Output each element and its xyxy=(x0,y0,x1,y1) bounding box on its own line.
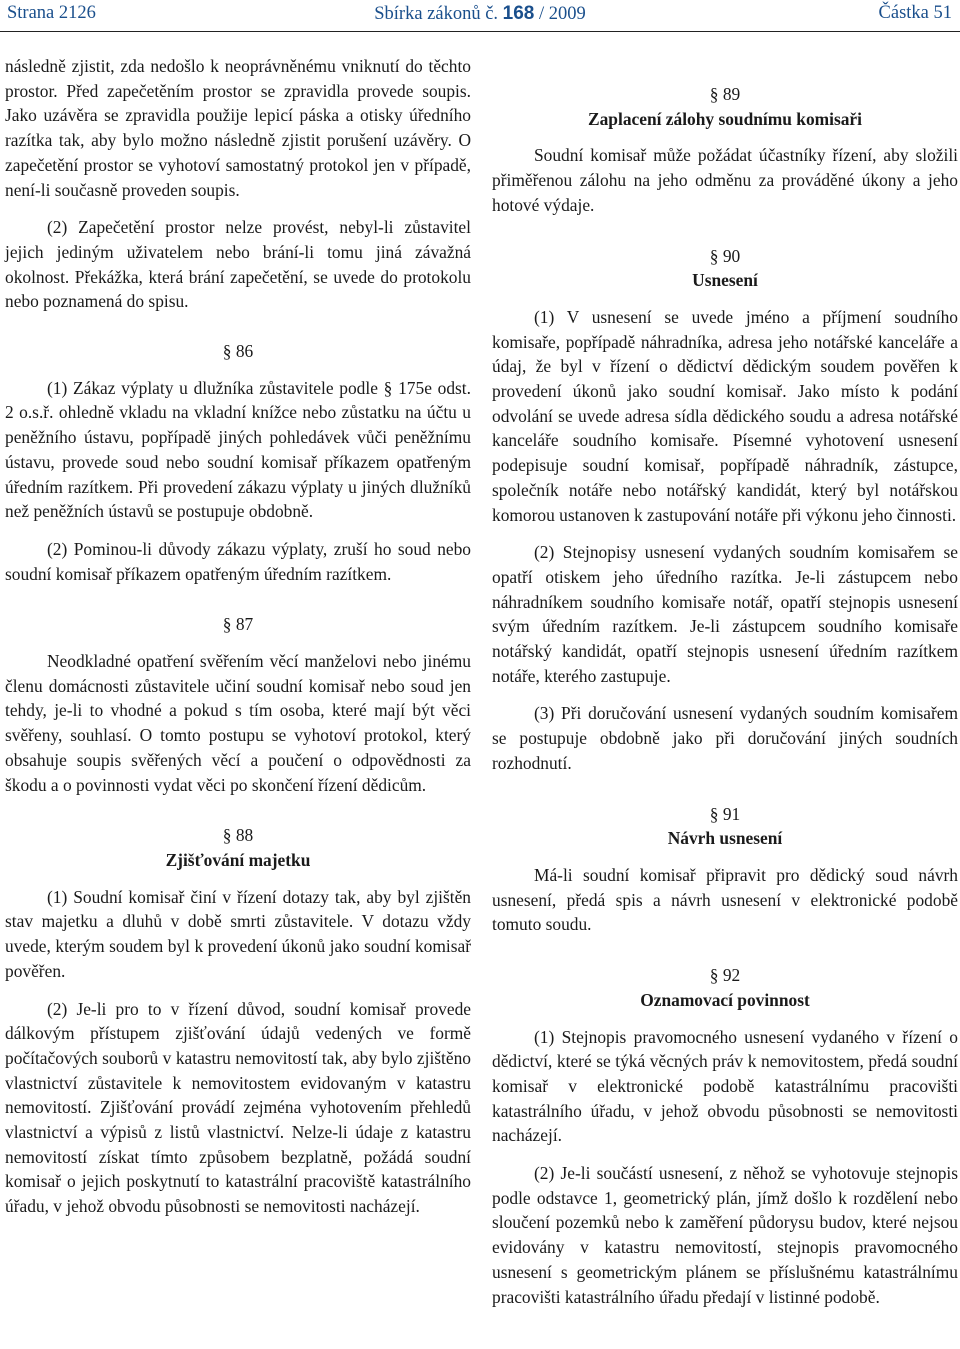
section-number-91: § 91 xyxy=(709,803,741,824)
section-number-88: § 88 xyxy=(222,825,254,846)
law-number: 168 xyxy=(502,3,535,24)
right-column xyxy=(492,54,958,1309)
paragraph: (2) Zapečetění prostor nelze provést, nebyl-li zůstavitel jejich jediným uživatelem nebo brání-li tomu jiná závažná okolnost. Překážka, která brání zapečetění, se uvede do protokolu nebo poznamená do spisu. xyxy=(5,217,471,312)
page-header xyxy=(0,0,960,32)
paragraph: (1) Soudní komisař činí v řízení dotazy tak, aby byl zjištěn stav majetku a dluhů v době smrti zůstavitele. V dotazu vždy uvede, kterým soudem byl k provedení úkonů jako soudní komisař pověřen. xyxy=(5,886,471,981)
section-title-90: Usnesení xyxy=(692,270,758,291)
paragraph: následně zjistit, zda nedošlo k neoprávněnému vniknutí do těchto prostor. Před zapečetěním prostor se zpravidla provede soupis. Jako uzávěra se zpravidla použije lepicí páska a otisky úředního razítka tak, aby bylo možno následně zjistit porušení uzávěry. O zapečetění prostor se vyhotoví samostatný protokol jen v případě, není-li současně proveden soupis. xyxy=(5,56,471,200)
section-title-88: Zjišťování majetku xyxy=(165,849,311,870)
paragraph: (2) Pominou-li důvody zákazu výplaty, zruší ho soud nebo soudní komisař příkazem opatřeným úředním razítkem. xyxy=(5,538,471,584)
law-year: / 2009 xyxy=(539,4,586,24)
paragraph: (1) Stejnopis pravomocného usnesení vydaného v řízení o dědictví, které se týká věcných práv k nemovitostem, předá soudní komisař v elektronické podobě katastrálnímu pracovišti katastrálního úřadu, v jehož obvodu působnosti se nemovitosti nacházejí. xyxy=(492,1026,958,1146)
left-column xyxy=(5,54,471,1219)
section-title-92: Oznamovací povinnost xyxy=(640,989,810,1010)
section-title-89: Zaplacení zálohy soudnímu komisaři xyxy=(588,108,862,129)
section-number-87: § 87 xyxy=(222,614,254,635)
paragraph: (2) Stejnopisy usnesení vydaných soudním komisařem se opatří otiskem jeho úředního razítka. Je-li zástupcem nebo náhradníkem soudního komisaře notář, opatří stejnopis usnesení svým úředním razítkem. Je-li zástupcem soudního komisaře notářský kandidát, opatří stejnopis usnesení úředním razítkem notáře, kterého zastupuje. xyxy=(492,542,958,686)
issue-number: Částka 51 xyxy=(878,3,952,23)
section-title-91: Návrh usnesení xyxy=(667,828,783,849)
section-number-89: § 89 xyxy=(709,84,741,104)
section-number-92: § 92 xyxy=(709,965,741,986)
paragraph: (3) Při doručování usnesení vydaných soudním komisařem se postupuje obdobně jako při doručování jiných soudních rozhodnutí. xyxy=(492,703,958,773)
section-number-86: § 86 xyxy=(222,341,254,362)
journal-name: Sbírka zákonů č. xyxy=(374,4,499,24)
paragraph: (2) Je-li součástí usnesení, z něhož se vyhotovuje stejnopis podle odstavce 1, geometrický plán, jímž došlo k rozdělení nebo sloučení pozemků nebo k zaměření půdorysu budov, které nejsou evidovány v katastru nemovitostí, stejnopis pravomocného usnesení s geometrickým plánem se příslušnému katastrálnímu pracovišti katastrálního úřadu předají v listinné podobě. xyxy=(492,1163,958,1307)
paragraph: Neodkladné opatření svěřením věcí manželovi nebo jinému členu domácnosti zůstavitele učiní soudní komisař nebo soud jen tehdy, je-li to vhodné a pokud s tím osoba, které mají být věci svěřeny, souhlasí. O tomto postupu se vyhotoví protokol, který obsahuje soupis svěřených věcí a poučení o odpovědnosti za škodu a o povinnosti vydat věci po skončení řízení dědicům. xyxy=(5,651,471,795)
journal-title xyxy=(0,3,960,25)
page-number: Strana 2126 xyxy=(7,3,96,23)
paragraph: Má-li soudní komisař připravit pro dědický soud návrh usnesení, předá spis a návrh usnesení v elektronické podobě tomuto soudu. xyxy=(492,864,958,935)
paragraph: (1) V usnesení se uvede jméno a příjmení soudního komisaře, popřípadě náhradníka, adresa jeho notářské kanceláře a údaj, že byl v řízení o dědictví dědickým soudem pověřen k provedení úkonů jako soudní komisař. Jako místo k podání odvolání se uvede adresa sídla dědického soudu a adresa notářské kanceláře soudního komisaře. Písemné vyhotovení usnesení podepisuje soudní komisař, popřípadě náhradník, zástupce, společník notáře nebo notářský kandidát, který byl notářskou komorou ustanoven k zastupování notáře při výkonu jeho činnosti. xyxy=(492,306,958,525)
paragraph: (1) Zákaz výplaty u dlužníka zůstavitele podle § 175e odst. 2 o.s.ř. ohledně vkladu na vkladní knížce nebo zůstatku na účtu u peněžního ústavu, popřípadě jiných pohledávek vůči peněžnímu ústavu, provede soud nebo soudní komisař příkazem opatřeným úředním razítkem. Při provedení zákazu výplaty u jiných dlužníků než peněžních ústavů se postupuje obdobně. xyxy=(5,377,471,522)
paragraph: Soudní komisař může požádat účastníky řízení, aby složili přiměřenou zálohu na jeho odměnu za prováděné úkony a jeho hotové výdaje. xyxy=(492,145,958,215)
section-number-90: § 90 xyxy=(709,245,741,266)
paragraph: (2) Je-li pro to v řízení důvod, soudní komisař provede dálkovým přístupem zjišťování údajů vedených ve formě počítačových souborů v katastru nemovitostí tak, aby bylo zjištěno vlastnictví zůstavitele k nemovitostem evidovaným v katastru nemovitostí. Zjišťování provádí zejména vyhotovením přehledů vlastnictví a výpisů z listů vlastnictví. Nelze-li údaje z katastru nemovitostí získat tímto způsobem bezplatně, požádá soudní komisař o jejich poskytnutí to katastrální pracoviště katastrálního úřadu, v jehož obvodu působnosti se nemovitosti nacházejí. xyxy=(5,998,471,1217)
